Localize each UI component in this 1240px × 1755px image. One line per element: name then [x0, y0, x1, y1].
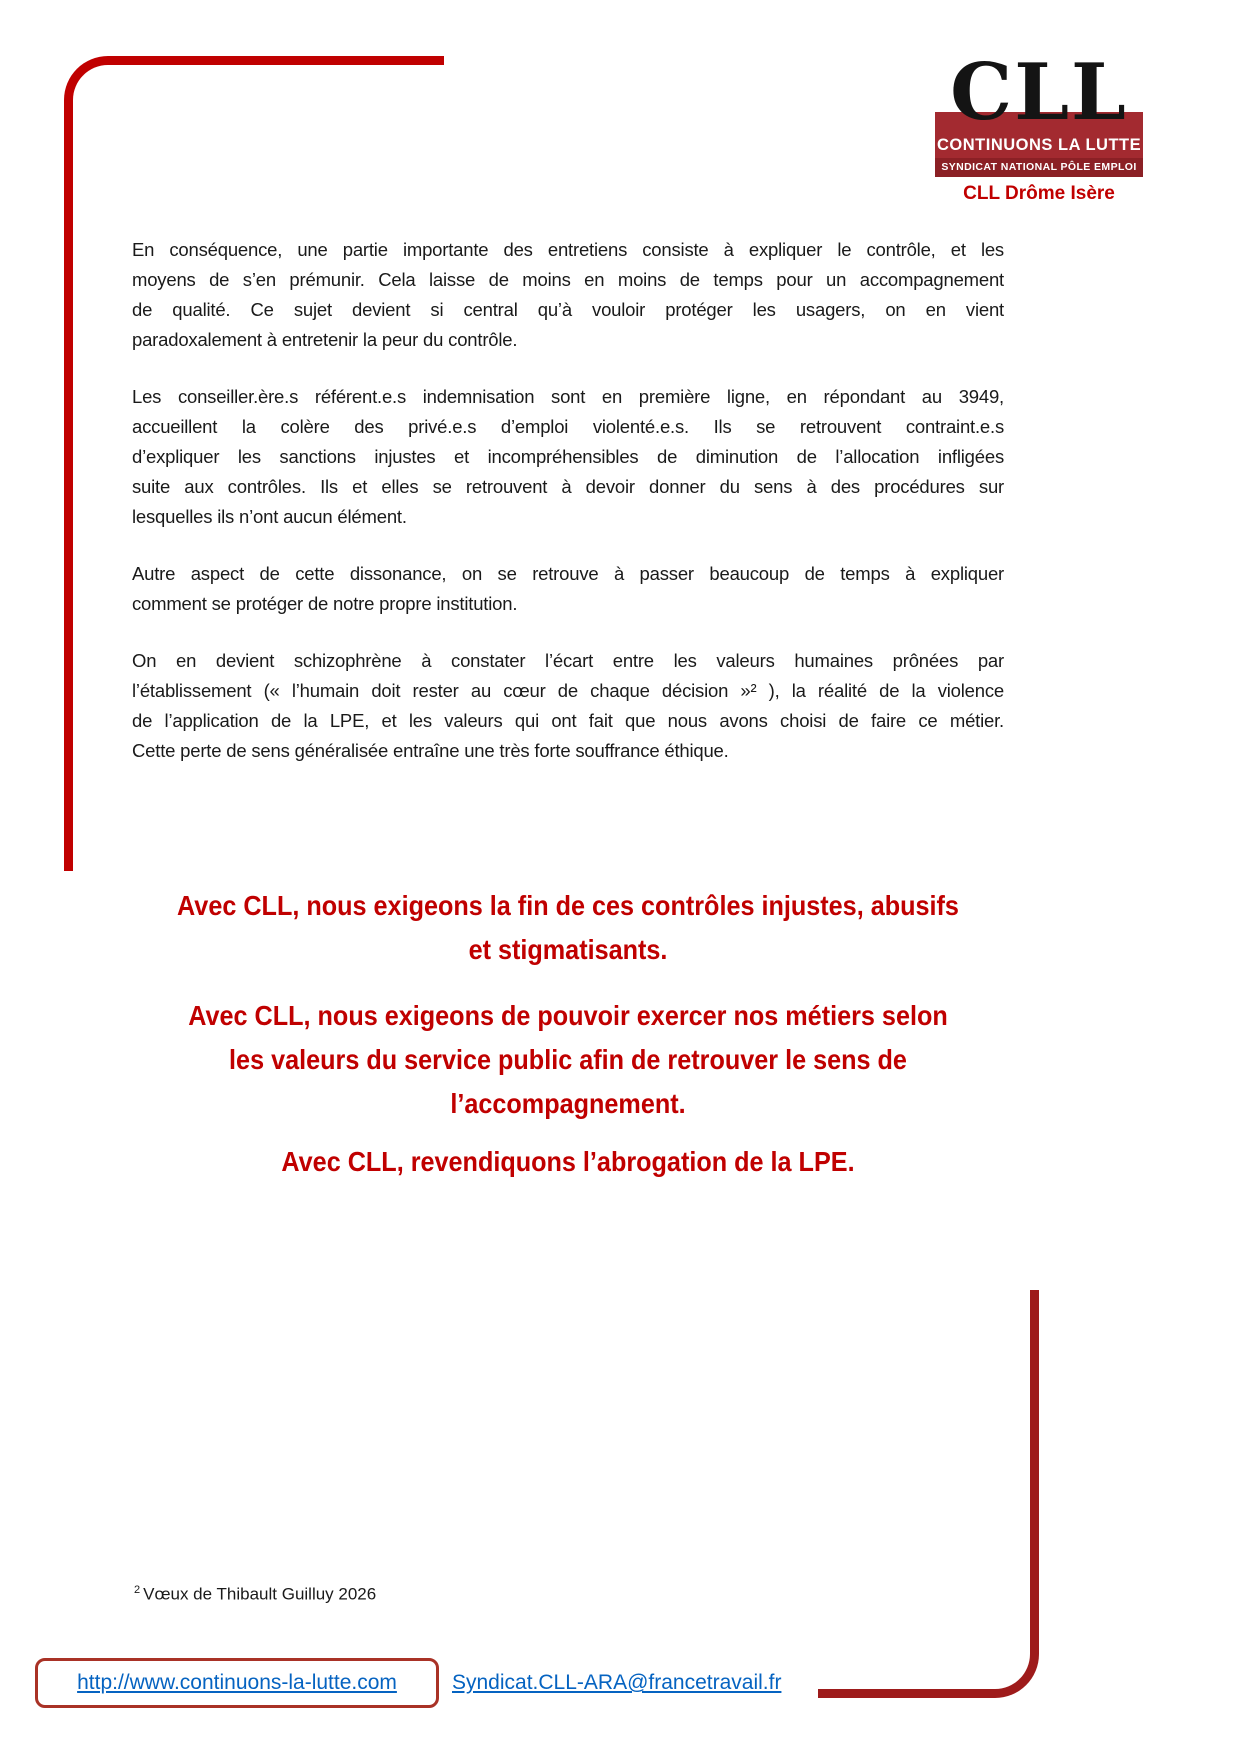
text-line: d’expliquer les sanctions injustes et incompréhensibles de diminution de l’allocation infligées	[132, 446, 1004, 467]
paragraph-4	[132, 646, 1004, 766]
paragraph-1	[132, 235, 1004, 355]
text-line: l’accompagnement.	[450, 1088, 686, 1119]
cll-logo	[935, 47, 1143, 205]
text-line: comment se protéger de notre propre institution.	[132, 593, 518, 614]
text-line: de qualité. Ce sujet devient si central qu’à vouloir protéger les usagers, on en vient	[132, 299, 1004, 320]
text-line: On en devient schizophrène à constater l’écart entre les valeurs humaines prônées par	[132, 650, 1004, 671]
text-line: En conséquence, une partie importante des entretiens consiste à expliquer le contrôle, et les	[132, 239, 1004, 260]
logo-region-label: CLL Drôme Isère	[963, 183, 1115, 204]
logo-banner: CONTINUONS LA LUTTE	[935, 112, 1143, 158]
text-line: Avec CLL, nous exigeons de pouvoir exercer nos métiers selon	[188, 1000, 948, 1031]
paragraph-2	[132, 382, 1004, 532]
website-link[interactable]: http://www.continuons-la-lutte.com	[77, 1671, 397, 1694]
demand-heading-3	[132, 1140, 1004, 1184]
text-line: moyens de s’en prémunir. Cela laisse de moins en moins de temps pour un accompagnement	[132, 269, 1004, 290]
text-line: Cette perte de sens généralisée entraîne une très forte souffrance éthique.	[132, 740, 729, 761]
text-line: accueillent la colère des privé.e.s d’emploi violenté.e.s. Ils se retrouvent contraint.e.s	[132, 416, 1004, 437]
bottom-right-corner-rule	[818, 1290, 1039, 1698]
email-link[interactable]: Syndicat.CLL-ARA@francetravail.fr	[452, 1671, 782, 1694]
body-text	[132, 235, 1004, 766]
demand-heading-1	[132, 884, 1004, 972]
text-line: suite aux contrôles. Ils et elles se retrouvent à devoir donner du sens à des procédures sur	[132, 476, 1004, 497]
text-line: Autre aspect de cette dissonance, on se retrouve à passer beaucoup de temps à expliquer	[132, 563, 1004, 584]
text-line: et stigmatisants.	[468, 934, 668, 965]
text-line: Les conseiller.ère.s référent.e.s indemnisation sont en première ligne, en répondant au 3949,	[132, 386, 1004, 407]
text-line: lesquelles ils n’ont aucun élément.	[132, 506, 407, 527]
logo-acronym: CLL	[950, 47, 1128, 138]
text-line: de l’application de la LPE, et les valeurs qui ont fait que nous avons choisi de faire ce métier.	[132, 710, 1004, 731]
text-line: l’établissement (« l’humain doit rester au cœur de chaque décision »² ), la réalité de la violence	[132, 680, 1004, 701]
text-line: les valeurs du service public afin de retrouver le sens de	[229, 1044, 907, 1075]
demand-heading-2	[132, 994, 1004, 1126]
text-line: paradoxalement à entretenir la peur du contrôle.	[132, 329, 518, 350]
demand-headings	[132, 884, 1004, 1184]
text-line: Avec CLL, revendiquons l’abrogation de la LPE.	[281, 1146, 855, 1177]
text-line: Avec CLL, nous exigeons la fin de ces contrôles injustes, abusifs	[177, 890, 959, 921]
logo-subbanner: SYNDICAT NATIONAL PÔLE EMPLOI	[935, 158, 1143, 177]
footnote-marker: 2	[134, 1584, 141, 1596]
footnote-text: Vœux de Thibault Guilluy 2026	[143, 1584, 377, 1604]
website-link-box	[35, 1658, 439, 1708]
paragraph-3	[132, 559, 1004, 619]
footnote	[134, 1584, 376, 1605]
